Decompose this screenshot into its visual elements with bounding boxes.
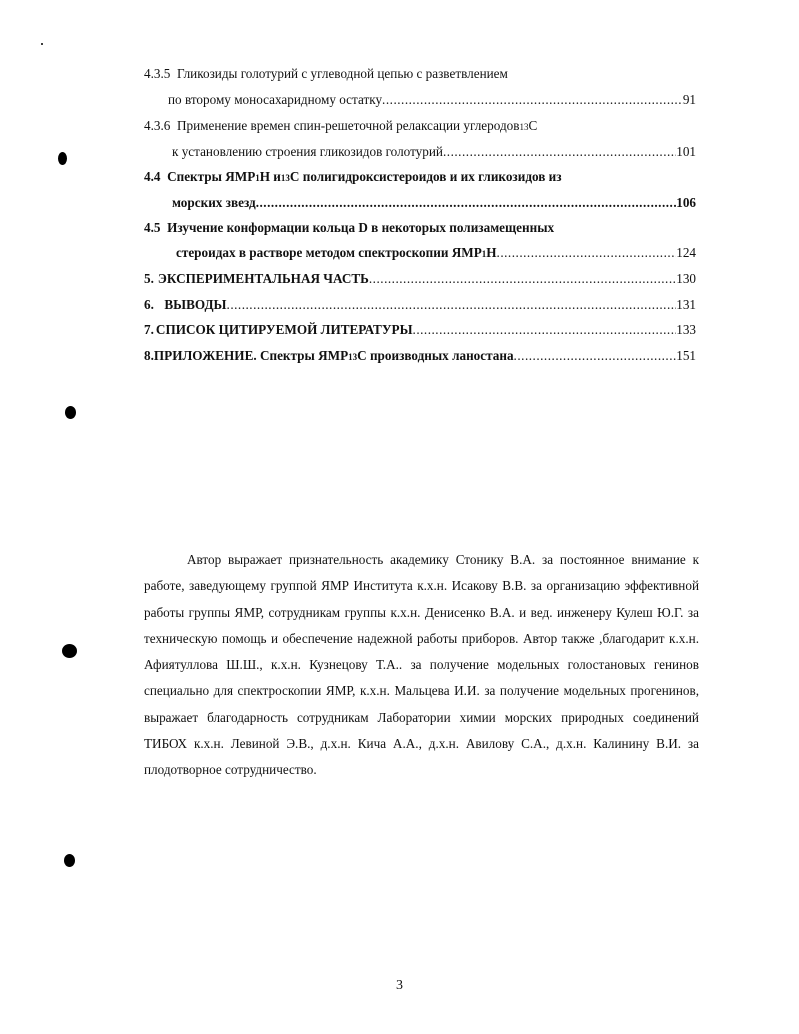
toc-entry-5 <box>144 271 696 287</box>
punch-hole-dot <box>65 406 76 419</box>
toc-entry-4-5-cont: стероидах в растворе методом спектроскопии ЯМР 1 Н ..... 124 <box>176 245 696 261</box>
toc-number: 7. <box>144 322 154 337</box>
toc-title: С полигидроксистероидов и их гликозидов из <box>289 169 562 184</box>
toc-number: 6. <box>144 297 154 312</box>
toc-page: 106 <box>676 195 696 210</box>
toc-number: 5. <box>144 271 154 286</box>
toc-entry-4-3-5-cont <box>168 92 696 108</box>
dot-leader <box>227 297 677 313</box>
toc-title: Н <box>486 245 497 260</box>
toc-title: ПРИЛОЖЕНИЕ. Спектры ЯМР <box>153 348 349 363</box>
dot-leader <box>413 322 677 338</box>
toc-number: 4.3.6 <box>144 118 171 133</box>
toc-page: 131 <box>676 297 696 312</box>
toc-title: Н и <box>259 169 281 184</box>
toc-entry-4-4: 4.4 Спектры ЯМР 1 Н и 13 С полигидроксистероидов и их гликозидов из <box>144 169 562 184</box>
toc-entry-6 <box>144 297 696 313</box>
punch-hole-dot <box>64 854 75 867</box>
punch-hole-dot <box>62 644 77 658</box>
toc-page: 91 <box>682 92 696 107</box>
dot-leader <box>256 195 677 211</box>
acknowledgement-paragraph: Автор выражает признательность академику Стонику В.А. за постоянное внимание к работе, заведующему группой ЯМР Института к.х.н. Исакову В.В. за организацию эффективной работы группы ЯМР, сотрудникам группы к.х.н. Денисенко В.А. и вед. инженеру Кулеш Ю.Г. за техническую помощь и обеспечение надежной работы приборов. Автор также ,благодарит к.х.н. Афиятуллова Ш.Ш., к.х.н. Кузнецову Т.А.. за получение модельных голостановых генинов специально для спектроскопии ЯМР, к.х.н. Мальцева И.И. за получение модельных прогенинов, выражает благодарность сотрудникам Лаборатории химии морских природных соединений ТИБОХ к.х.н. Левиной Э.В., д.х.н. Кича А.А., д.х.н. Авилову С.А., д.х.н. Калинину В.И. за плодотворное сотрудничество. <box>144 552 699 778</box>
toc-number: 4.5 <box>144 220 161 235</box>
toc-title: ВЫВОДЫ <box>164 297 227 312</box>
toc-page: 130 <box>676 271 696 286</box>
toc-page: 124 <box>676 245 696 260</box>
toc-title: Применение времен спин-решеточной релаксации углеродов <box>176 118 520 133</box>
toc-title: Спектры ЯМР <box>167 169 256 184</box>
toc-entry-7 <box>144 322 696 338</box>
toc-entry-4-5 <box>144 220 554 236</box>
toc-number: 4.4 <box>144 169 161 184</box>
toc-number: 8. <box>144 348 154 363</box>
toc-title: Изучение конформации кольца D в некоторых полизамещенных <box>167 220 555 235</box>
toc-title: к установлению строения гликозидов голотурий <box>172 144 443 159</box>
dot-leader <box>369 271 676 287</box>
toc-title: морских звезд <box>172 195 256 210</box>
dot-leader <box>443 144 676 160</box>
toc-entry-4-4-cont <box>172 195 696 211</box>
page-number: 3 <box>396 978 403 993</box>
toc-title: Гликозиды голотурий с углеводной цепью с разветвлением <box>176 66 508 81</box>
toc-title: по второму моносахаридному остатку <box>168 92 383 107</box>
dot-leader <box>514 348 677 364</box>
dot-leader <box>497 245 677 261</box>
punch-hole-dot <box>58 152 67 165</box>
toc-entry-8: 8. ПРИЛОЖЕНИЕ. Спектры ЯМР 13 С производных ланостана ..... 151 <box>144 348 696 364</box>
toc-entry-4-3-6: 4.3.6 Применение времен спин-решеточной релаксации углеродов 13 С <box>144 118 538 133</box>
toc-page: 133 <box>676 322 696 337</box>
toc-entry-4-3-5 <box>144 66 508 82</box>
toc-number: 4.3.5 <box>144 66 171 81</box>
toc-title: ЭКСПЕРИМЕНТАЛЬНАЯ ЧАСТЬ <box>157 271 369 286</box>
toc-title: С производных ланостана <box>357 348 514 363</box>
toc-page: 151 <box>676 348 696 363</box>
dot-leader <box>382 92 683 108</box>
speck-dot <box>41 43 43 45</box>
toc-title: С <box>528 118 538 133</box>
toc-entry-4-3-6-cont <box>172 144 696 160</box>
toc-page: 101 <box>676 144 696 159</box>
toc-title: СПИСОК ЦИТИРУЕМОЙ ЛИТЕРАТУРЫ <box>155 322 413 337</box>
toc-title: стероидах в растворе методом спектроскопии ЯМР <box>176 245 482 260</box>
